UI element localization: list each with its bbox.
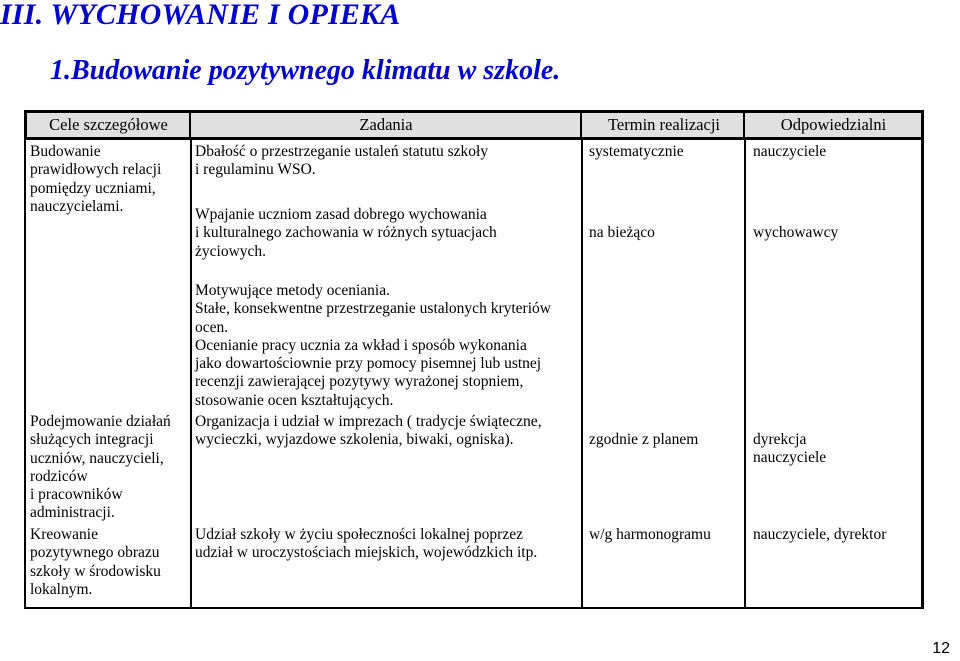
header-divider (189, 113, 191, 137)
subsection-title: 1.Budowanie pozytywnego klimatu w szkole. (50, 55, 561, 86)
column-divider (581, 110, 583, 607)
header-responsible: Odpowiedzialni (780, 115, 887, 134)
header-tasks: Zadania (359, 115, 413, 134)
term-cell: zgodnie z planem (589, 431, 699, 448)
page-number: 12 (932, 640, 950, 657)
responsible-cell: nauczyciele, dyrektor (753, 526, 887, 543)
header-term: Termin realizacji (608, 115, 720, 134)
task-cell: Udział szkoły w życiu społeczności lokalnej poprzez udział w uroczystościach miejskich, wojewódzkich itp. (195, 526, 538, 562)
term-cell: systematycznie (589, 143, 684, 160)
task-cell: Dbałość o przestrzeganie ustaleń statutu szkoły i regulaminu WSO. (195, 143, 489, 179)
term-cell: na bieżąco (589, 224, 655, 241)
responsible-cell: wychowawcy (753, 224, 839, 241)
term-cell: w/g harmonogramu (589, 526, 711, 543)
task-cell: Motywujące metody oceniania. Stałe, konsekwentne przestrzeganie ustalonych kryteriów ocen. Ocenianie pracy ucznia za wkład i sposób wykonania jako dowartościownie przy pomocy pisemnej lub ustnej recenzji zawierającej pozytywy wyrażonej stopniem, stosowanie ocen kształtujących. (195, 282, 551, 409)
section-title: III. WYCHOWANIE I OPIEKA (0, 0, 401, 31)
goal-cell: Budowanie prawidłowych relacji pomiędzy uczniami, nauczycielami. (30, 143, 162, 215)
table-header-row (24, 110, 924, 140)
responsible-cell: dyrekcja nauczyciele (753, 431, 827, 467)
task-cell: Organizacja i udział w imprezach ( tradycje świąteczne, wycieczki, wyjazdowe szkolenia, biwaki, ogniska). (195, 413, 542, 449)
header-goals: Cele szczegółowe (49, 115, 168, 134)
header-divider (580, 113, 582, 137)
column-divider (744, 110, 746, 607)
goal-cell: Podejmowanie działań służących integracji uczniów, nauczycieli, rodziców i pracowników administracji. (30, 413, 171, 522)
column-divider (190, 110, 192, 607)
goal-cell: Kreowanie pozytywnego obrazu szkoły w środowisku lokalnym. (30, 526, 161, 598)
task-cell: Wpajanie uczniom zasad dobrego wychowania i kulturalnego zachowania w różnych sytuacjach życiowych. (195, 206, 497, 260)
responsible-cell: nauczyciele (753, 143, 827, 160)
header-divider (743, 113, 745, 137)
